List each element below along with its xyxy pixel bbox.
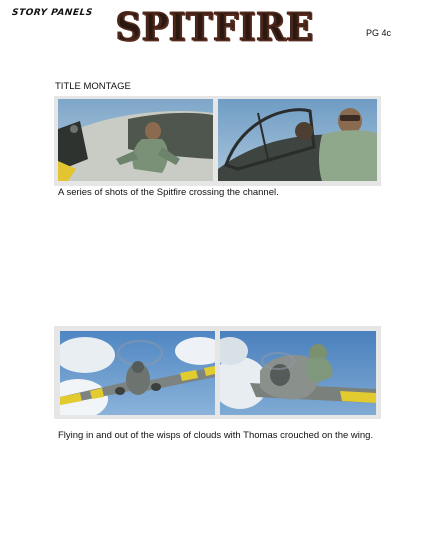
caption-sequence-1: A series of shots of the Spitfire crossing the channel. bbox=[58, 187, 279, 198]
spitfire-front-view-illustration bbox=[60, 331, 215, 415]
page-number: PG 4c bbox=[366, 28, 392, 38]
panel-pilot-on-wing bbox=[58, 99, 213, 181]
cockpit-closeup-illustration bbox=[218, 99, 377, 181]
svg-text:SPITFIRE: SPITFIRE bbox=[116, 4, 314, 48]
section-title: TITLE MONTAGE bbox=[55, 81, 131, 92]
panel-cockpit-closeup bbox=[218, 99, 377, 181]
panel-strip-1 bbox=[54, 96, 381, 186]
spitfire-logo bbox=[116, 4, 316, 48]
spitfire-three-quarter-view-illustration bbox=[220, 331, 376, 415]
story-panels-label: STORY PANELS bbox=[11, 8, 94, 18]
pilot-on-wing-illustration bbox=[58, 99, 213, 181]
panel-spitfire-front-view bbox=[60, 331, 215, 415]
panel-spitfire-three-quarter-view bbox=[220, 331, 376, 415]
spitfire-logo-lettering bbox=[116, 4, 316, 48]
panel-strip-2 bbox=[54, 326, 381, 419]
caption-sequence-2: Flying in and out of the wisps of clouds with Thomas crouched on the wing. bbox=[58, 430, 374, 441]
